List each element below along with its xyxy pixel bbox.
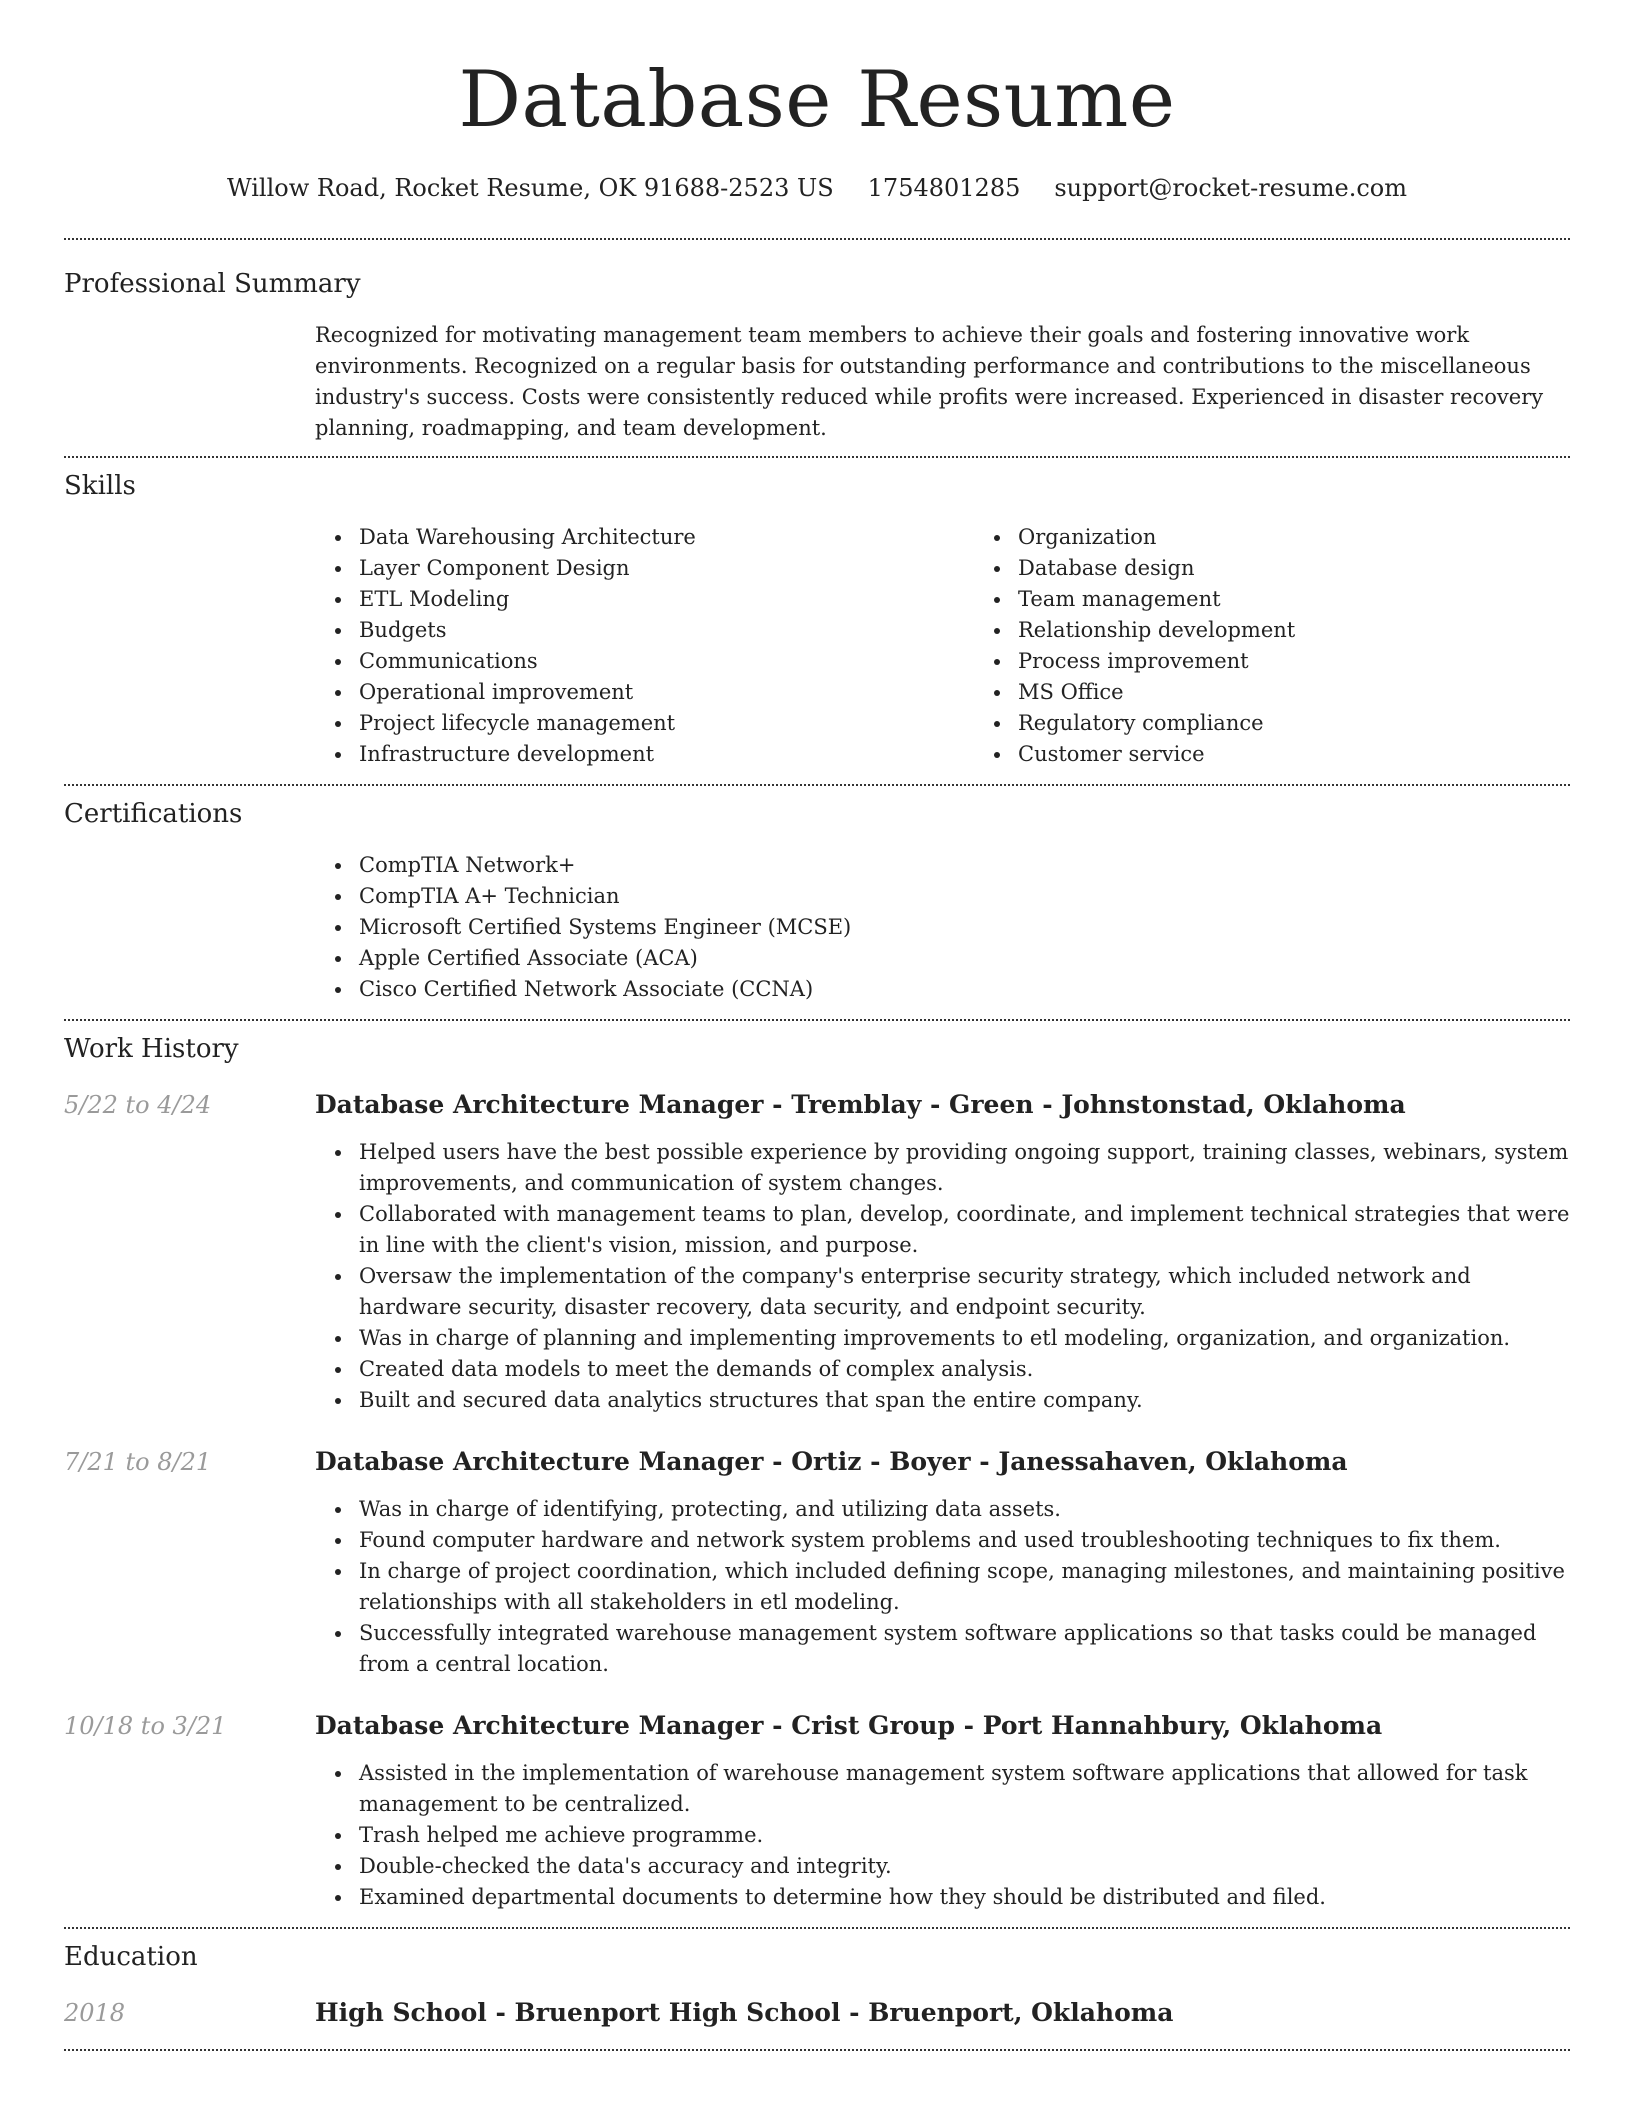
list-item: MS Office xyxy=(1018,677,1632,708)
section-heading-skills: Skills xyxy=(64,471,136,501)
certifications-section xyxy=(64,786,1570,1005)
job-title: Database Architecture Manager - Tremblay - Green - Johnstonstad, Oklahoma xyxy=(315,1090,1406,1119)
list-item: Trash helped me achieve programme. xyxy=(359,1820,1570,1851)
list-item: Double-checked the data's accuracy and integrity. xyxy=(359,1851,1570,1882)
list-item: Data Warehousing Architecture xyxy=(359,522,974,553)
list-item: Assisted in the implementation of warehouse management system software applications that allowed for task management to be centralized. xyxy=(359,1758,1570,1820)
job-dates: 7/21 to 8/21 xyxy=(64,1448,212,1476)
education-year: 2018 xyxy=(64,1999,126,2027)
skills-list-right xyxy=(974,522,1632,770)
list-item: Layer Component Design xyxy=(359,553,974,584)
section-heading-summary: Professional Summary xyxy=(64,269,361,299)
list-item: Helped users have the best possible experience by providing ongoing support, training classes, webinars, system improvements, and communication of system changes. xyxy=(359,1137,1570,1199)
skills-section xyxy=(64,458,1570,770)
list-item: Regulatory compliance xyxy=(1018,708,1632,739)
list-item: Microsoft Certified Systems Engineer (MCSE) xyxy=(359,912,1570,943)
job-dates: 10/18 to 3/21 xyxy=(64,1712,227,1740)
list-item: Created data models to meet the demands of complex analysis. xyxy=(359,1354,1570,1385)
list-item: Organization xyxy=(1018,522,1632,553)
list-item: Examined departmental documents to determine how they should be distributed and filed. xyxy=(359,1882,1570,1913)
contact-phone: 1754801285 xyxy=(867,174,1021,202)
list-item: Operational improvement xyxy=(359,677,974,708)
list-item: Oversaw the implementation of the company's enterprise security strategy, which included network and hardware security, disaster recovery, data security, and endpoint security. xyxy=(359,1261,1570,1323)
list-item: CompTIA A+ Technician xyxy=(359,881,1570,912)
contact-email: support@rocket-resume.com xyxy=(1054,174,1407,202)
section-heading-certifications: Certifications xyxy=(64,799,243,829)
list-item: Cisco Certified Network Associate (CCNA) xyxy=(359,974,1570,1005)
list-item: Collaborated with management teams to plan, develop, coordinate, and implement technical strategies that were in line with the client's vision, mission, and purpose. xyxy=(359,1199,1570,1261)
job-title: Database Architecture Manager - Ortiz - Boyer - Janessahaven, Oklahoma xyxy=(315,1447,1348,1476)
section-divider xyxy=(64,2049,1570,2051)
certifications-list xyxy=(315,850,1570,1005)
education-title: High School - Bruenport High School - Bruenport, Oklahoma xyxy=(315,1998,1174,2027)
summary-text: Recognized for motivating management team members to achieve their goals and fostering innovative work environments. Recognized on a regular basis for outstanding performance and contributions to the miscellaneous industry's success. Costs were consistently reduced while profits were increased. Experienced in disaster recovery planning, roadmapping, and team development. xyxy=(315,323,1544,440)
list-item: Apple Certified Associate (ACA) xyxy=(359,943,1570,974)
list-item: Built and secured data analytics structures that span the entire company. xyxy=(359,1385,1570,1416)
education-entry xyxy=(64,1997,1570,2029)
job-entry xyxy=(64,1089,1570,1416)
resume-header xyxy=(64,54,1570,204)
work-history-section xyxy=(64,1021,1570,1913)
list-item: In charge of project coordination, which included defining scope, managing milestones, and maintaining positive relationships with all stakeholders in etl modeling. xyxy=(359,1556,1570,1618)
list-item: Customer service xyxy=(1018,739,1632,770)
job-bullets xyxy=(315,1137,1570,1416)
list-item: Infrastructure development xyxy=(359,739,974,770)
contact-line xyxy=(64,172,1570,204)
list-item: Process improvement xyxy=(1018,646,1632,677)
section-heading-work-history: Work History xyxy=(64,1034,239,1064)
job-bullets xyxy=(315,1758,1570,1913)
resume-name: Database Resume xyxy=(458,55,1176,145)
job-title: Database Architecture Manager - Crist Group - Port Hannahbury, Oklahoma xyxy=(315,1711,1383,1740)
list-item: Team management xyxy=(1018,584,1632,615)
job-entry xyxy=(64,1446,1570,1680)
skills-list-left xyxy=(315,522,974,770)
list-item: Budgets xyxy=(359,615,974,646)
list-item: Found computer hardware and network system problems and used troubleshooting techniques to fix them. xyxy=(359,1525,1570,1556)
job-bullets xyxy=(315,1494,1570,1680)
section-heading-education: Education xyxy=(64,1942,198,1972)
list-item: Successfully integrated warehouse management system software applications so that tasks could be managed from a central location. xyxy=(359,1618,1570,1680)
list-item: Was in charge of identifying, protecting, and utilizing data assets. xyxy=(359,1494,1570,1525)
job-dates: 5/22 to 4/24 xyxy=(64,1091,212,1119)
list-item: Project lifecycle management xyxy=(359,708,974,739)
list-item: ETL Modeling xyxy=(359,584,974,615)
contact-address: Willow Road, Rocket Resume, OK 91688-2523 US xyxy=(227,174,834,202)
list-item: CompTIA Network+ xyxy=(359,850,1570,881)
list-item: Was in charge of planning and implementing improvements to etl modeling, organization, and organization. xyxy=(359,1323,1570,1354)
education-section xyxy=(64,1929,1570,2029)
summary-section xyxy=(64,240,1570,444)
list-item: Communications xyxy=(359,646,974,677)
list-item: Relationship development xyxy=(1018,615,1632,646)
list-item: Database design xyxy=(1018,553,1632,584)
job-entry xyxy=(64,1710,1570,1913)
